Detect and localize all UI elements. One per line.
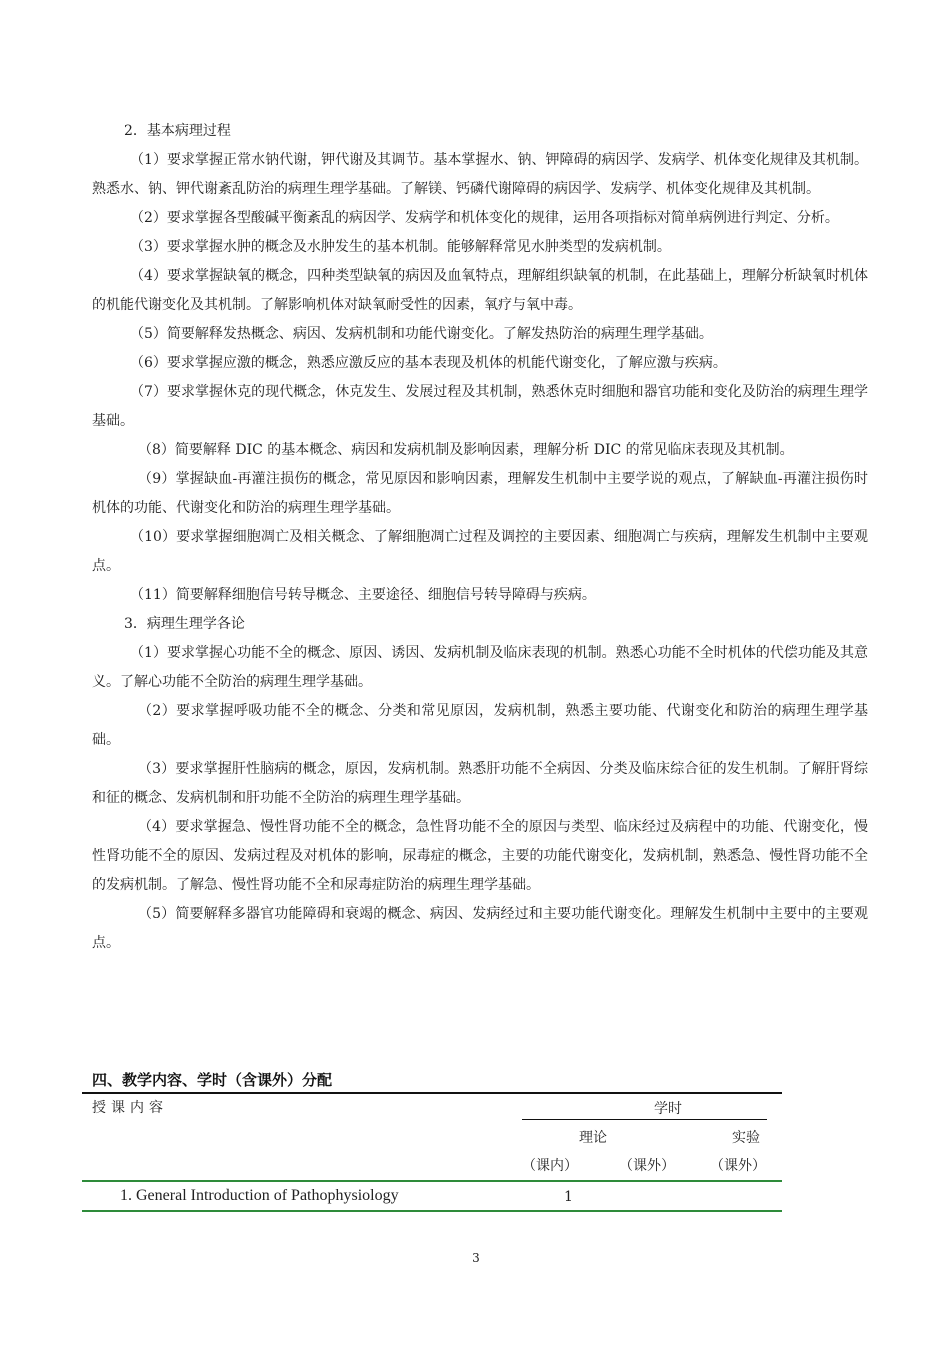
paragraph: （5）简要解释发热概念、病因、发病机制和功能代谢变化。了解发热防治的病理生理学基础。 (130, 326, 713, 342)
paragraph: （3）要求掌握水肿的概念及水肿发生的基本机制。能够解释常见水肿类型的发病机制。 (130, 239, 671, 255)
paragraph: （7）要求掌握休克的现代概念，休克发生、发展过程及其机制，熟悉休克时细胞和器官功能和变化及防治的病理生理学基础。 (92, 384, 868, 429)
paragraph: （5）简要解释多器官功能障碍和衰竭的概念、病因、发病经过和主要功能代谢变化。理解发生机制中主要中的主要观点。 (92, 906, 868, 951)
paragraph: （8）简要解释 DIC 的基本概念、病因和发病机制及影响因素，理解分析 DIC 的常见临床表现及其机制。 (138, 442, 794, 458)
heading-basic-pathological-process: 2．基本病理过程 (124, 123, 231, 139)
heading-pathophysiology-topics: 3．病理生理学各论 (124, 616, 245, 632)
page-number: 3 (472, 1251, 480, 1265)
paragraph: （10）要求掌握细胞凋亡及相关概念、了解细胞凋亡过程及调控的主要因素、细胞凋亡与疾病，理解发生机制中主要观点。 (92, 529, 868, 574)
subheader-in-class: （课内） (522, 1158, 578, 1174)
subheader-out-of-class: （课外） (619, 1158, 675, 1174)
paragraph: （4）要求掌握急、慢性肾功能不全的概念，急性肾功能不全的原因与类型、临床经过及病程中的功能、代谢变化，慢性肾功能不全的原因、发病过程及对机体的影响，尿毒症的概念，主要的功能代谢变化，发病机制，熟悉急、慢性肾功能不全的发病机制。了解急、慢性肾功能不全和尿毒症防治的病理生理学基础。 (92, 819, 868, 893)
column-header-hours: 学时 (654, 1101, 682, 1117)
table-header-rule (82, 1180, 782, 1182)
paragraph: （11）简要解释细胞信号转导概念、主要途径、细胞信号转导障碍与疾病。 (130, 587, 596, 603)
paragraph: （3）要求掌握肝性脑病的概念，原因，发病机制。熟悉肝功能不全病因、分类及临床综合征的发生机制。了解肝肾综和征的概念、发病机制和肝功能不全防治的病理生理学基础。 (92, 761, 868, 806)
paragraph: （2）要求掌握呼吸功能不全的概念、分类和常见原因，发病机制，熟悉主要功能、代谢变化和防治的病理生理学基础。 (92, 703, 868, 748)
column-header-lab: 实验 (732, 1130, 760, 1146)
column-header-content: 授课内容 (92, 1100, 168, 1116)
paragraph: （9）掌握缺血-再灌注损伤的概念，常见原因和影响因素，理解发生机制中主要学说的观点，了解缺血-再灌注损伤时机体的功能、代谢变化和防治的病理生理学基础。 (92, 471, 868, 516)
paragraph: （6）要求掌握应激的概念，熟悉应激反应的基本表现及机体的机能代谢变化，了解应激与疾病。 (130, 355, 727, 371)
body-text (92, 117, 868, 958)
table-bottom-rule (82, 1210, 782, 1212)
paragraph: （1）要求掌握心功能不全的概念、原因、诱因、发病机制及临床表现的机制。熟悉心功能不全时机体的代偿功能及其意义。了解心功能不全防治的病理生理学基础。 (92, 645, 868, 690)
table-top-rule (82, 1092, 782, 1094)
table-row-topic: 1. General Introduction of Pathophysiology (120, 1187, 399, 1204)
section-title: 四、教学内容、学时（含课外）分配 (92, 1071, 333, 1089)
column-header-theory: 理论 (579, 1130, 607, 1146)
hours-header-rule (522, 1119, 767, 1120)
subheader-lab-out-of-class: （课外） (710, 1158, 766, 1174)
hours-table (82, 1092, 782, 1214)
table-row-theory-hours: 1 (564, 1189, 573, 1205)
paragraph: （2）要求掌握各型酸碱平衡紊乱的病因学、发病学和机体变化的规律，运用各项指标对简单病例进行判定、分析。 (130, 210, 839, 226)
paragraph: （4）要求掌握缺氧的概念，四种类型缺氧的病因及血氧特点，理解组织缺氧的机制，在此基础上，理解分析缺氧时机体的机能代谢变化及其机制。了解影响机体对缺氧耐受性的因素，氧疗与氧中毒。 (92, 268, 868, 313)
paragraph: （1）要求掌握正常水钠代谢，钾代谢及其调节。基本掌握水、钠、钾障碍的病因学、发病学、机体变化规律及其机制。熟悉水、钠、钾代谢紊乱防治的病理生理学基础。了解镁、钙磷代谢障碍的病因学、发病学、机体变化规律及其机制。 (92, 152, 868, 197)
